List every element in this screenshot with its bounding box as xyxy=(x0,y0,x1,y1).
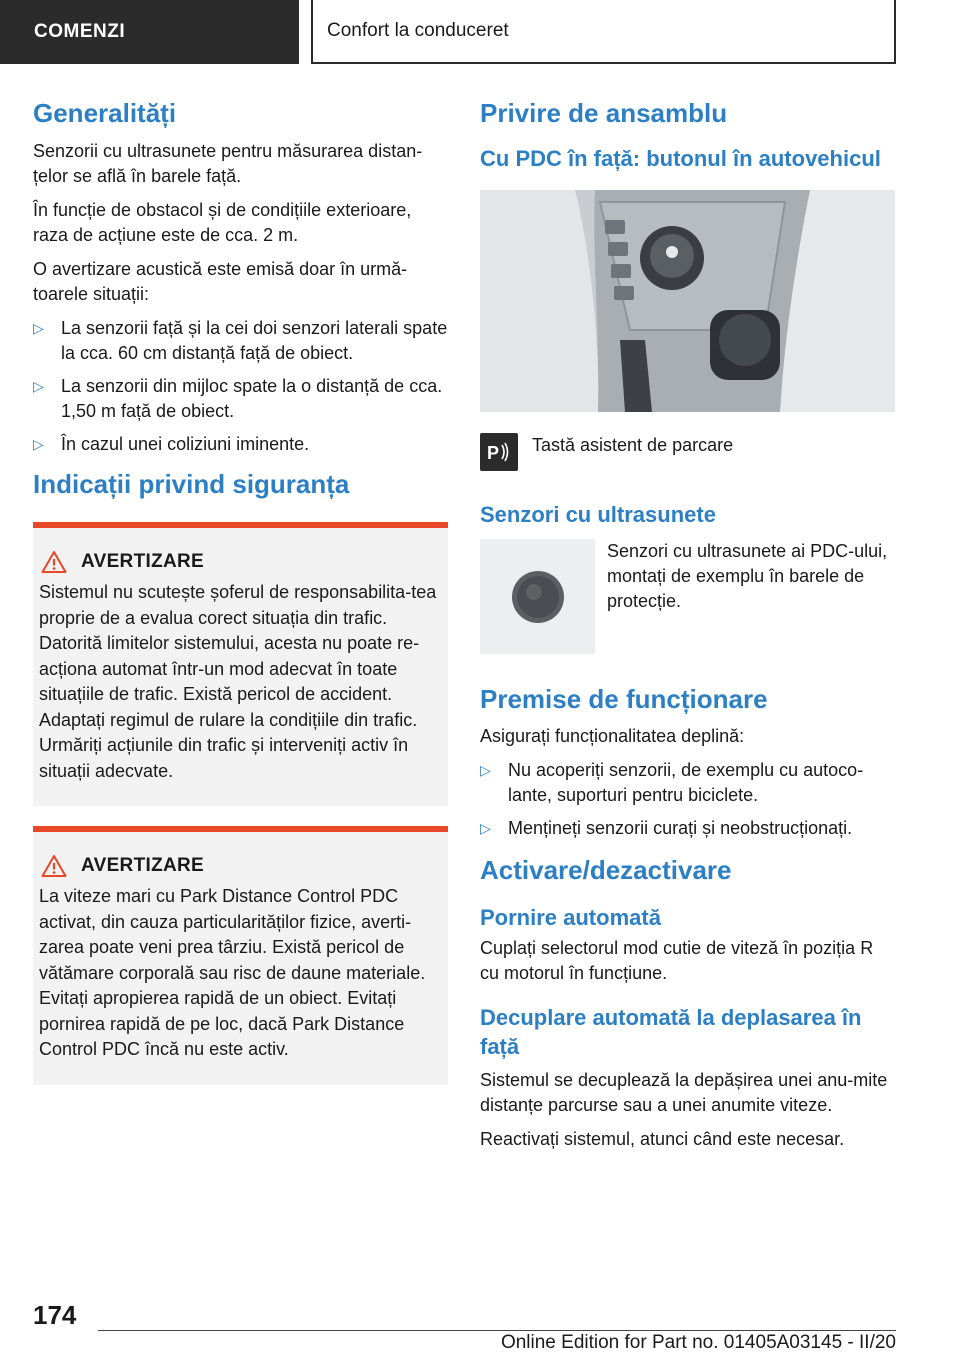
svg-text:P: P xyxy=(487,442,500,463)
list-item: ▷ Nu acoperiți senzorii, de exemplu cu autoco‐lante, suporturi pentru biciclete. xyxy=(480,759,864,805)
paragraph: Senzorii cu ultrasunete pentru măsurarea distan‐țelor se află în barele față. xyxy=(33,141,423,187)
section-label: COMENZI xyxy=(34,21,126,42)
footer-edition: Online Edition for Part no. 01405A03145 - II/20 xyxy=(500,1332,896,1353)
heading-overview: Privire de ansamblu xyxy=(480,98,728,128)
paragraph: O avertizare acustică este emisă doar în urmă‐toarele situații: xyxy=(33,259,408,305)
chapter-title-box xyxy=(311,0,896,64)
heading-activation: Activare/dezactivare xyxy=(480,854,732,885)
heading-safety: Indicații privind siguranța xyxy=(33,469,350,500)
paragraph: Reactivați sistemul, atunci când este necesar. xyxy=(480,1128,845,1149)
paragraph: Sistemul se decuplează la depășirea unei anu‐mite distanțe parcurse sau a unei anumite viteze. xyxy=(480,1069,888,1115)
triangle-bullet-icon: ▷ xyxy=(33,436,44,453)
triangle-bullet-icon: ▷ xyxy=(480,761,491,778)
list-item: ▷ Mențineți senzorii curați și neobstrucționați. xyxy=(480,816,896,841)
paragraph: În funcție de obstacol și de condițiile exterioare, raza de acțiune este de cca. 2 m. xyxy=(33,200,412,246)
warning-title: AVERTIZARE xyxy=(81,551,204,573)
warning-box xyxy=(33,826,448,1085)
list-item: ▷ La senzorii față și la cei doi senzori laterali spate la cca. 60 cm distanță față de obiect. xyxy=(33,318,448,364)
paragraph: Cuplați selectorul mod cutie de viteză în poziția R cu motorul în funcțiune. xyxy=(480,938,874,984)
left-column xyxy=(33,98,448,1097)
heading-auto-off: Decuplare automată la deplasarea în față xyxy=(480,1005,862,1059)
warning-text: Sistemul nu scutește șoferul de responsabilita‐tea proprie de a evalua corect situația din trafic. Datorită limitelor sistemului, acesta nu poate re‐acționa automat într-un mod adecvat în toate situațiile de trafic. Există pericol de accident. Adaptați regimul de rulare la condițiile din trafic. Urmăriți acțiunile din trafic și interveniți activ în situații adecvate. xyxy=(39,582,437,781)
list-item: ▷ La senzorii din mijloc spate la o distanță de cca. 1,50 m față de obiect. xyxy=(33,376,443,422)
sensor-caption: Senzori cu ultrasunete ai PDC-ului, montați de exemplu în barele de protecție. xyxy=(607,541,888,612)
paragraph: Asigurați funcționalitatea deplină: xyxy=(480,725,745,746)
warning-header xyxy=(41,550,442,574)
parking-button-caption-row xyxy=(480,433,896,471)
section-tab xyxy=(0,0,299,64)
page-number: 174 xyxy=(33,1300,77,1330)
warning-header xyxy=(41,854,442,878)
parking-button-caption: Tastă asistent de parcare xyxy=(532,434,734,455)
warning-title: AVERTIZARE xyxy=(81,855,204,877)
triangle-bullet-icon: ▷ xyxy=(33,378,44,395)
bullet-list xyxy=(33,316,448,457)
triangle-bullet-icon: ▷ xyxy=(33,320,44,337)
sensor-icon xyxy=(508,567,568,627)
chapter-title: Confort la conduceret xyxy=(327,20,509,41)
sensor-image xyxy=(480,539,595,654)
heading-premise: Premise de funcționare xyxy=(480,684,768,715)
warning-text: La viteze mari cu Park Distance Control PDC activat, din cauza particularităților fizice, averti‐zarea poate veni prea târziu. Există pericol de vătămare corporală sau risc de daune materiale. Evitați apropierea rapidă de un obiect. Evitați pornirea rapidă de pe loc, dacă Park Distance Control PDC încă nu este activ. xyxy=(39,886,426,1060)
warning-triangle-icon xyxy=(41,550,67,574)
sensor-row xyxy=(480,539,896,654)
warning-box xyxy=(33,522,448,806)
right-column xyxy=(480,98,896,1161)
footer-divider xyxy=(98,1330,896,1331)
heading-general: Generalități xyxy=(33,98,177,128)
triangle-bullet-icon: ▷ xyxy=(480,819,491,836)
heading-auto-start: Pornire automată xyxy=(480,904,661,930)
warning-triangle-icon xyxy=(41,854,67,878)
heading-pdc-button: Cu PDC în față: butonul în autovehicul xyxy=(480,146,881,172)
list-item: ▷ În cazul unei coliziuni iminente. xyxy=(33,432,448,457)
bullet-list xyxy=(480,758,896,841)
heading-sensors: Senzori cu ultrasunete xyxy=(480,501,716,527)
center-console-photo xyxy=(480,190,895,412)
parking-assist-icon xyxy=(480,433,518,471)
